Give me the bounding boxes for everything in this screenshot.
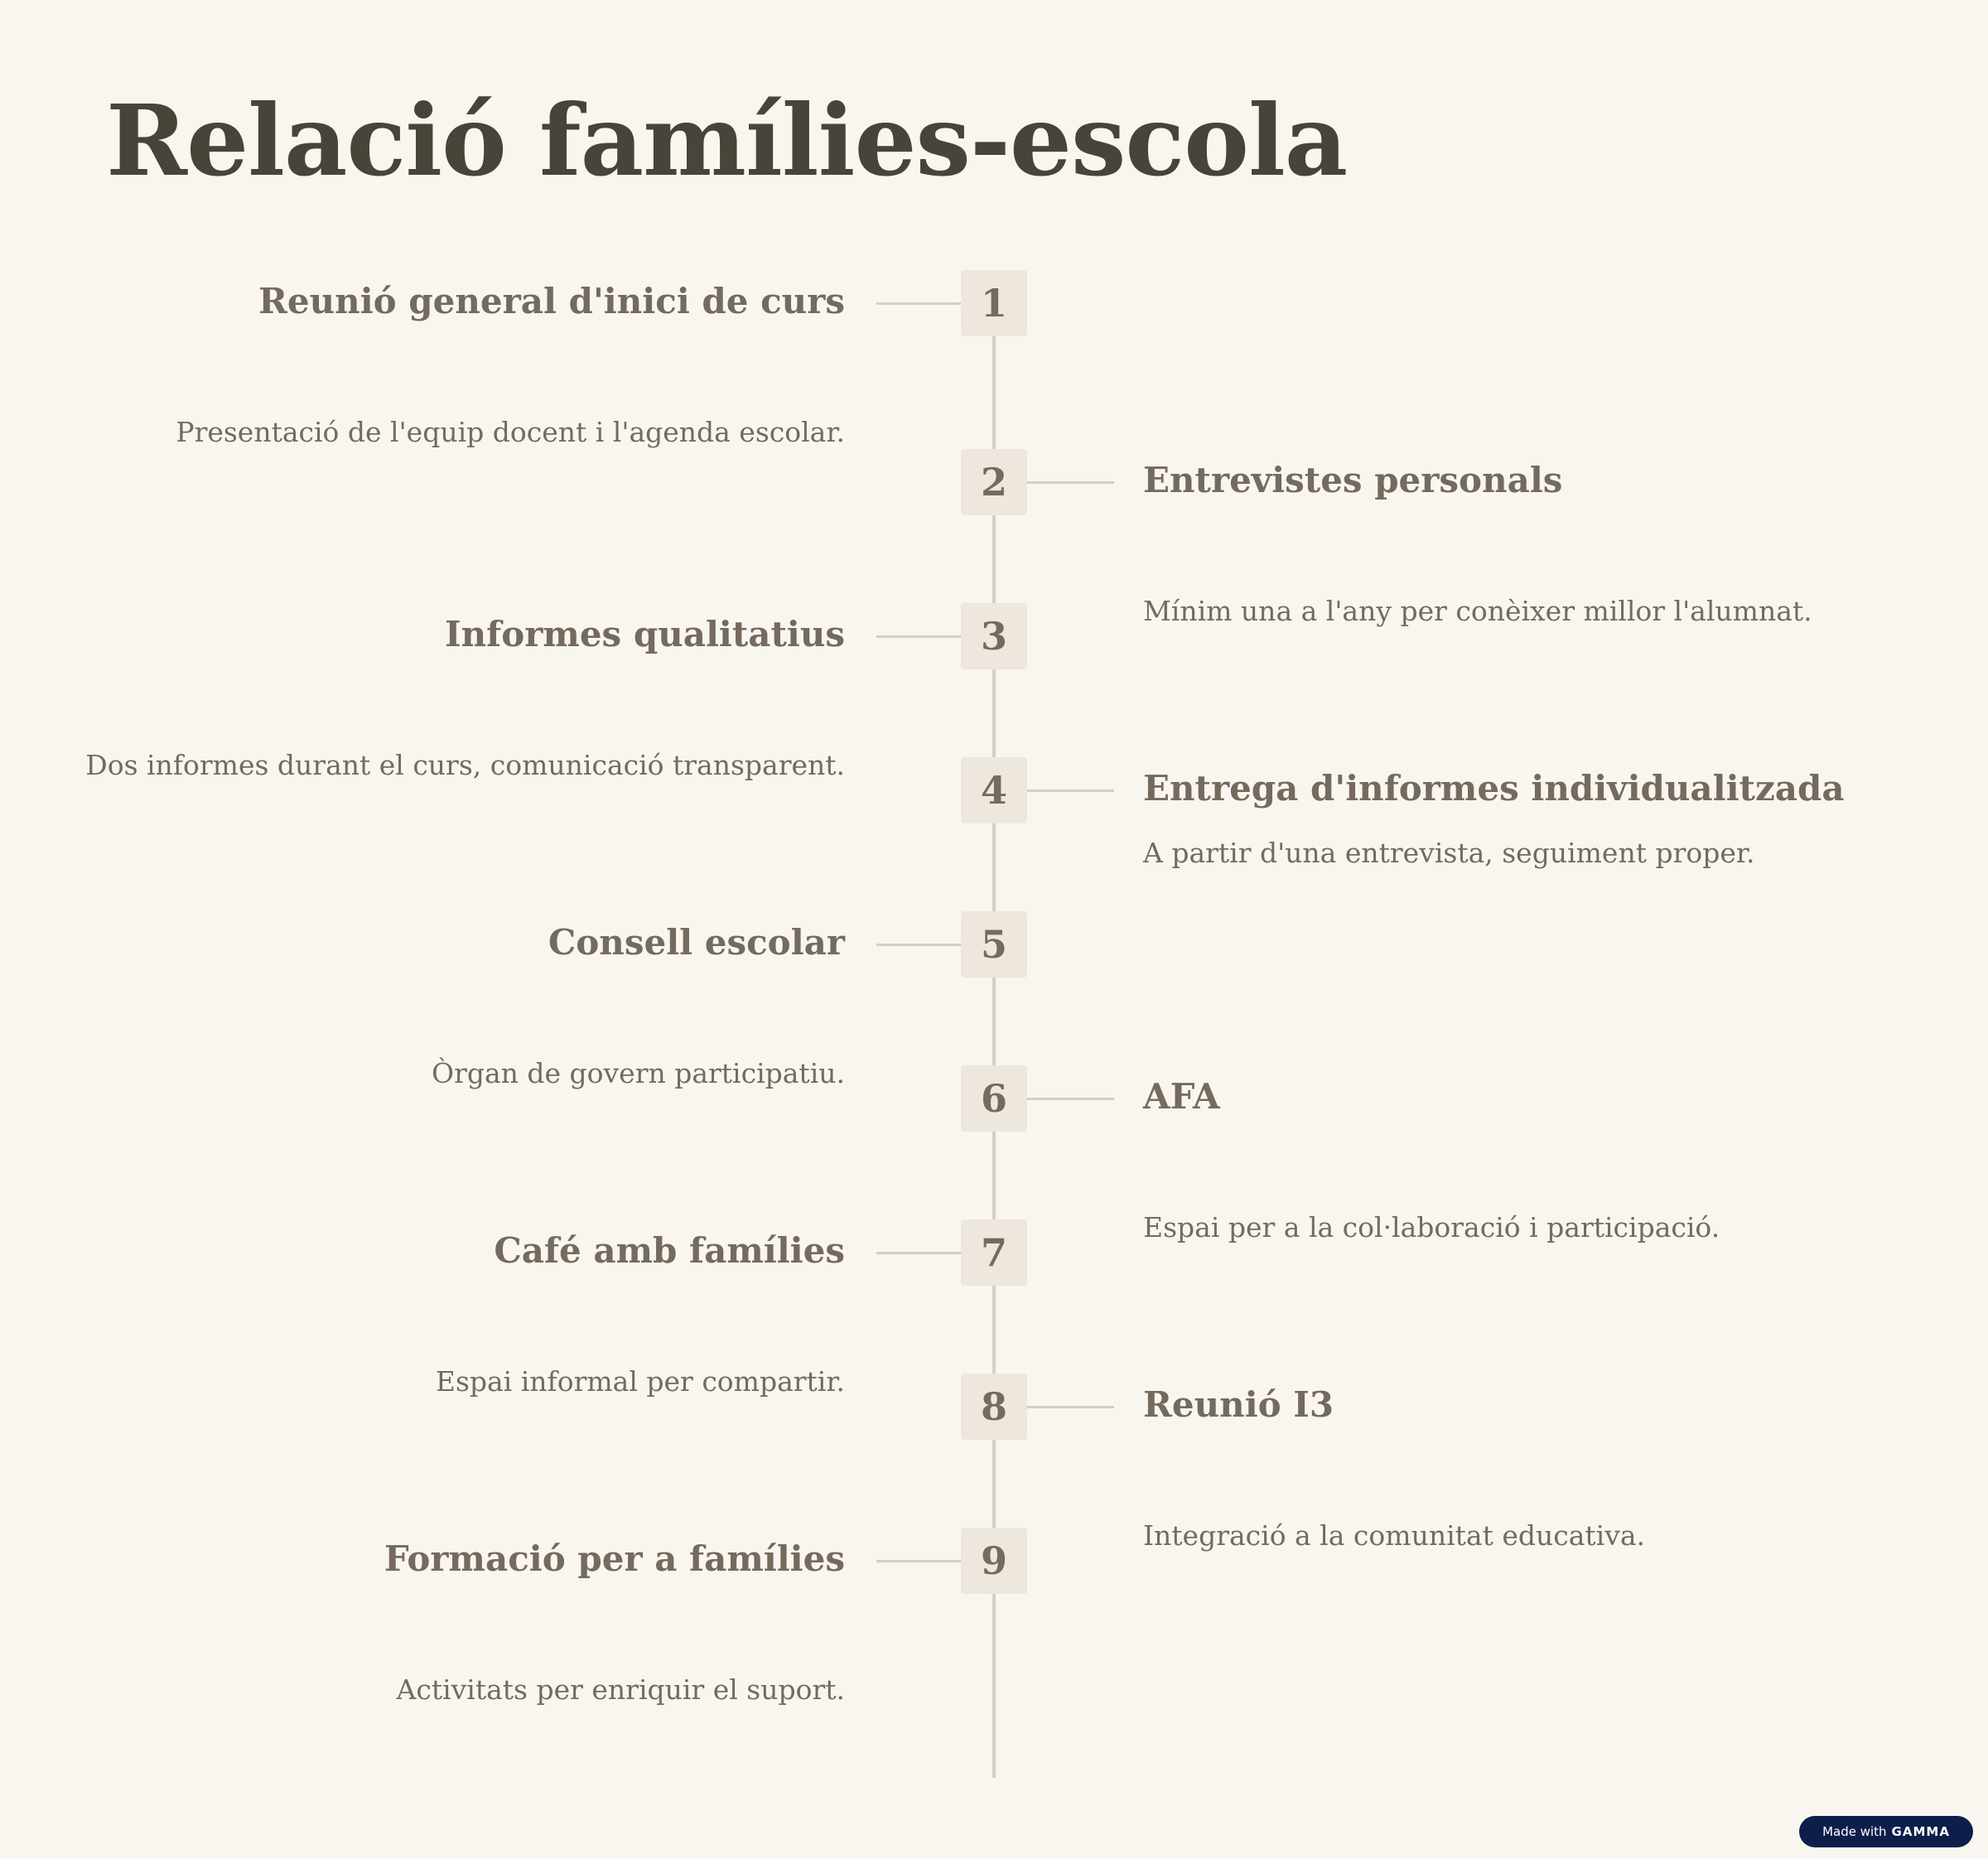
step-title: Entrega d'informes individualitzada [1143, 768, 1845, 809]
watermark-prefix: Made with [1822, 1824, 1887, 1839]
step-number-badge: 1 [961, 270, 1027, 336]
connector-line [1027, 1406, 1114, 1408]
step-title: Informes qualitatius [445, 614, 845, 654]
connector-line [876, 944, 961, 946]
connector-line [1027, 789, 1114, 792]
step-number-badge: 7 [961, 1219, 1027, 1286]
step-number-badge: 8 [961, 1374, 1027, 1440]
step-title: Entrevistes personals [1143, 460, 1563, 500]
step-title: Reunió I3 [1143, 1384, 1334, 1425]
step-description: Activitats per enriquir el suport. [396, 1673, 845, 1706]
made-with-gamma-badge[interactable] [1799, 1816, 1973, 1847]
step-title: Café amb famílies [494, 1230, 845, 1271]
connector-line [876, 1560, 961, 1562]
page-title: Relació famílies-escola [106, 83, 1348, 198]
step-description: Òrgan de govern participatiu. [432, 1057, 845, 1089]
step-description: Espai per a la col·laboració i participació. [1143, 1211, 1720, 1243]
step-description: Mínim una a l'any per conèixer millor l'alumnat. [1143, 595, 1812, 627]
step-title: AFA [1143, 1076, 1220, 1117]
connector-line [1027, 481, 1114, 484]
step-number-badge: 6 [961, 1065, 1027, 1132]
step-description: Dos informes durant el curs, comunicació transparent. [85, 749, 845, 781]
connector-line [876, 1252, 961, 1254]
connector-line [1027, 1098, 1114, 1100]
step-description: Espai informal per compartir. [435, 1365, 845, 1398]
step-title: Consell escolar [548, 922, 845, 963]
step-title: Formació per a famílies [384, 1538, 845, 1579]
step-description: Presentació de l'equip docent i l'agenda escolar. [176, 416, 845, 448]
step-number-badge: 5 [961, 911, 1027, 978]
gamma-logo: GAMMA [1891, 1824, 1950, 1839]
step-description: A partir d'una entrevista, seguiment proper. [1143, 837, 1755, 869]
step-number-badge: 2 [961, 449, 1027, 515]
step-title: Reunió general d'inici de curs [258, 281, 845, 321]
step-number-badge: 4 [961, 757, 1027, 823]
connector-line [876, 302, 961, 305]
step-number-badge: 3 [961, 603, 1027, 669]
step-number-badge: 9 [961, 1528, 1027, 1594]
step-description: Integració a la comunitat educativa. [1143, 1519, 1646, 1552]
connector-line [876, 635, 961, 638]
